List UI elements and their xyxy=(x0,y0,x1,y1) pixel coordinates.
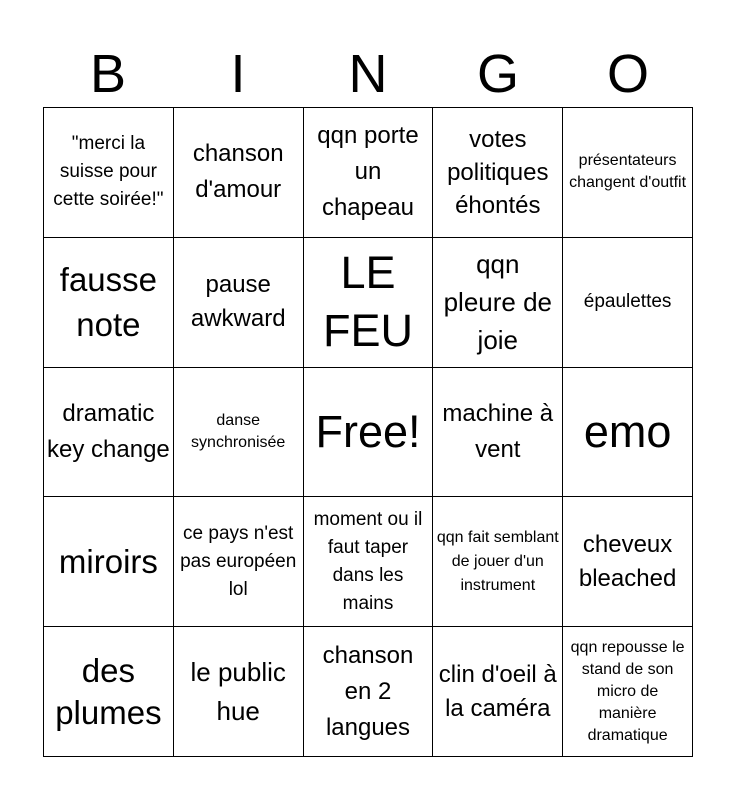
cell-text: clin d'oeil à la caméra xyxy=(438,660,557,722)
cell-text: votes politiques éhontés xyxy=(447,125,549,219)
cell-text: présentateurs changent d'outfit xyxy=(569,152,687,192)
bingo-cell[interactable] xyxy=(44,627,174,757)
bingo-cell[interactable] xyxy=(563,497,693,627)
cell-text: emo xyxy=(583,405,672,457)
bingo-cell[interactable] xyxy=(433,108,563,238)
bingo-cell[interactable] xyxy=(44,368,174,498)
cell-text: qqn pleure de joie xyxy=(443,249,552,356)
bingo-cell[interactable] xyxy=(563,108,693,238)
cell-text: qqn repousse le stand de son micro de manière dramatique xyxy=(570,638,685,744)
cell-text: danse synchronisée xyxy=(191,411,286,451)
cell-text: qqn fait semblant de jouer d'un instrument xyxy=(436,528,559,594)
bingo-board xyxy=(43,107,693,757)
bingo-cell[interactable] xyxy=(174,108,304,238)
cell-text: des plumes xyxy=(55,651,162,731)
cell-text: machine à vent xyxy=(442,399,554,463)
bingo-cell[interactable] xyxy=(433,238,563,368)
bingo-cell[interactable] xyxy=(563,368,693,498)
bingo-cell[interactable] xyxy=(174,497,304,627)
cell-text: épaulettes xyxy=(583,291,672,313)
cell-text: pause awkward xyxy=(190,271,286,333)
cell-text: cheveux bleached xyxy=(578,530,677,592)
cell-text: LE FEU xyxy=(322,247,413,357)
cell-text: qqn porte un chapeau xyxy=(317,122,419,222)
bingo-cell[interactable] xyxy=(304,238,434,368)
bingo-header xyxy=(43,40,693,108)
bingo-cell[interactable] xyxy=(563,238,693,368)
header-letter-o: O xyxy=(606,44,649,104)
bingo-cell[interactable] xyxy=(44,108,174,238)
cell-text: le public hue xyxy=(190,656,286,726)
bingo-cell[interactable] xyxy=(304,627,434,757)
cell-text: chanson d'amour xyxy=(192,140,284,204)
header-letter-g: G xyxy=(476,44,519,104)
header-letter-b: B xyxy=(89,44,127,104)
cell-text: fausse note xyxy=(59,261,158,344)
bingo-cell[interactable] xyxy=(304,497,434,627)
bingo-cell[interactable] xyxy=(174,368,304,498)
bingo-cell[interactable] xyxy=(433,368,563,498)
cell-text: chanson en 2 langues xyxy=(322,641,414,741)
header-letter-i: I xyxy=(230,44,246,104)
bingo-cell[interactable] xyxy=(174,627,304,757)
bingo-cell[interactable] xyxy=(44,497,174,627)
cell-text: dramatic key change xyxy=(47,399,170,463)
cell-text: "merci la suisse pour cette soirée!" xyxy=(53,133,164,211)
bingo-cell[interactable] xyxy=(44,238,174,368)
bingo-cell[interactable] xyxy=(174,238,304,368)
free-space-text: Free! xyxy=(315,405,421,457)
bingo-cell[interactable] xyxy=(304,108,434,238)
free-space-cell[interactable] xyxy=(304,368,434,498)
bingo-cell[interactable] xyxy=(433,627,563,757)
cell-text: moment ou il faut taper dans les mains xyxy=(313,508,423,614)
cell-text: miroirs xyxy=(58,543,158,581)
cell-text: ce pays n'est pas européen lol xyxy=(180,522,297,600)
header-letter-n: N xyxy=(348,44,388,104)
bingo-cell[interactable] xyxy=(433,497,563,627)
bingo-cell[interactable] xyxy=(563,627,693,757)
